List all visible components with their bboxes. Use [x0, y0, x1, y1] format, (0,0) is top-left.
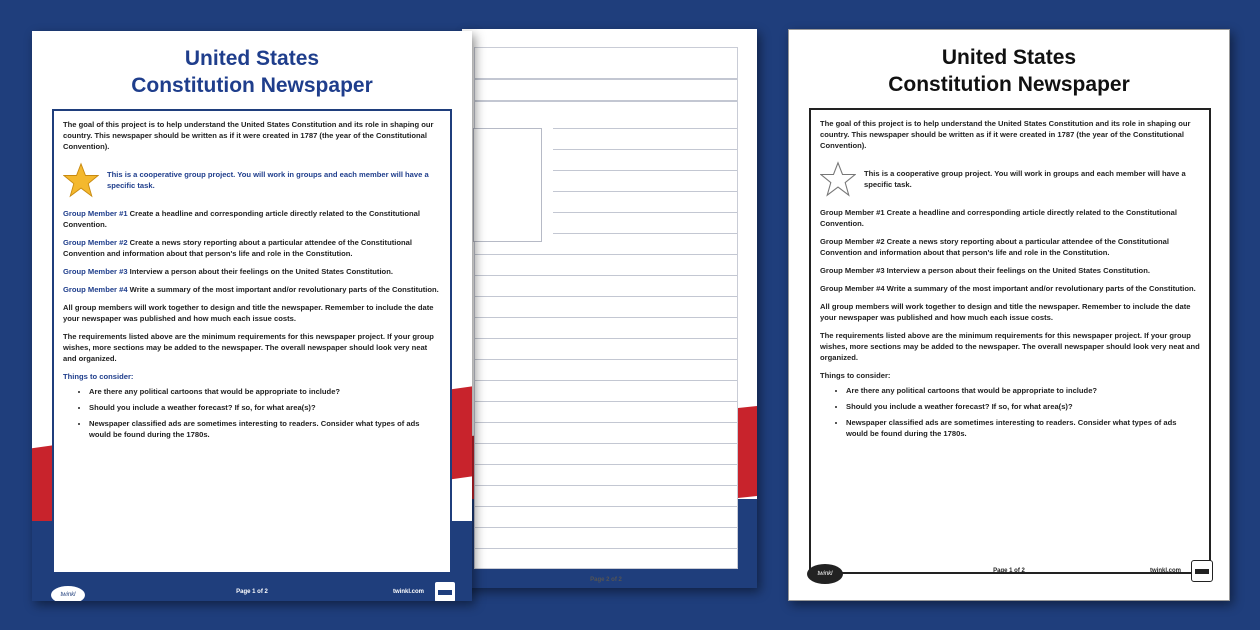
writing-line: [475, 338, 737, 339]
together-text: All group members will work together to design and title the newspaper. Remember to include the date your newspaper was published and how much each issue costs.: [820, 302, 1191, 322]
badge-icon: [434, 581, 456, 601]
coop-note: [820, 161, 1200, 197]
consider-heading: Things to consider:: [63, 372, 134, 381]
writing-line: [475, 296, 737, 297]
star-icon: [63, 162, 99, 198]
writing-line: [475, 548, 737, 549]
list-item: • Are there any political cartoons that would be appropriate to include?: [89, 386, 441, 397]
writing-line: [475, 380, 737, 381]
writing-line: [553, 191, 737, 192]
badge-icon: [1191, 560, 1213, 582]
consider-heading: Things to consider:: [820, 371, 891, 380]
requirements-text: The requirements listed above are the minimum requirements for this newspaper project. If your group wishes, more sections may be added to the newspaper. The overall newspaper should look very neat and organized.: [63, 332, 434, 363]
intro-text: The goal of this project is to help understand the United States Constitution and its role in shaping our country. This newspaper should be written as if it were created in 1787 (the year of the Constitutional Convention).: [63, 120, 434, 151]
star-outline-icon: [820, 161, 856, 197]
writing-line: [475, 506, 737, 507]
page-title: United States Constitution Newspaper: [131, 47, 373, 97]
consider-list: [63, 386, 441, 440]
bw-worksheet-page: [788, 29, 1230, 601]
page-footer: [32, 579, 472, 601]
requirements-text: The requirements listed above are the minimum requirements for this newspaper project. If your group wishes, more sections may be added to the newspaper. The overall newspaper should look very neat and organized.: [820, 331, 1200, 362]
header-rule: [475, 78, 737, 80]
writing-line: [553, 170, 737, 171]
member-3: Group Member #3 Interview a person about their feelings on the United States Constitution.: [820, 266, 1150, 275]
instructions-box: [809, 108, 1211, 574]
coop-text: This is a cooperative group project. You will work in groups and each member will have a specific task.: [864, 169, 1186, 189]
intro-text: The goal of this project is to help understand the United States Constitution and its role in shaping our country. This newspaper should be written as if it were created in 1787 (the year of the Constitutional Convention).: [820, 119, 1191, 150]
page-number: Page 1 of 2: [993, 568, 1025, 574]
writing-line: [475, 485, 737, 486]
list-item: • Should you include a weather forecast? If so, for what area(s)?: [89, 402, 441, 413]
list-item: • Newspaper classified ads are sometimes interesting to readers. Consider what types of ads would be found during the 1780s.: [846, 417, 1200, 439]
writing-line: [475, 401, 737, 402]
colored-worksheet-page: [32, 31, 472, 601]
site-url: twinkl.com: [392, 589, 424, 595]
writing-line: [475, 359, 737, 360]
writing-line: [553, 128, 737, 129]
writing-line: [475, 422, 737, 423]
writing-line: [475, 317, 737, 318]
lined-area: [474, 47, 738, 583]
member-4: Group Member #4 Write a summary of the most important and/or revolutionary parts of the Constitution.: [63, 285, 439, 294]
writing-line: [553, 149, 737, 150]
coop-note: [63, 162, 441, 198]
twinkl-logo: twinkl: [50, 585, 86, 601]
writing-line: [475, 275, 737, 276]
writing-line: [553, 212, 737, 213]
writing-line: [475, 464, 737, 465]
list-item: • Newspaper classified ads are sometimes interesting to readers. Consider what types of ads would be found during the 1780s.: [89, 418, 441, 440]
twinkl-logo: twinkl: [807, 564, 843, 584]
site-url: twinkl.com: [1149, 568, 1181, 574]
member-1: Group Member #1 Create a headline and corresponding article directly related to the Constitutional Convention.: [63, 209, 420, 229]
coop-text: This is a cooperative group project. You will work in groups and each member will have a specific task.: [107, 170, 429, 190]
writing-line: [553, 233, 737, 234]
together-text: All group members will work together to design and title the newspaper. Remember to include the date your newspaper was published and how much each issue costs.: [63, 303, 434, 323]
list-item: • Are there any political cartoons that would be appropriate to include?: [846, 385, 1200, 396]
member-4: Group Member #4 Write a summary of the most important and/or revolutionary parts of the Constitution.: [820, 284, 1196, 293]
header-rule: [475, 100, 737, 102]
page-number: Page 2 of 2: [590, 577, 622, 583]
instructions-box: [52, 109, 452, 574]
writing-line: [475, 527, 737, 528]
member-3: Group Member #3 Interview a person about their feelings on the United States Constitution.: [63, 267, 393, 276]
writing-line: [475, 254, 737, 255]
list-item: • Should you include a weather forecast? If so, for what area(s)?: [846, 401, 1200, 412]
picture-box: [473, 128, 542, 242]
page-title: United States Constitution Newspaper: [888, 46, 1130, 96]
page-number: Page 1 of 2: [236, 589, 268, 595]
member-2: Group Member #2 Create a news story reporting about a particular attendee of the Constitutional Convention and information about that person's life and role in the Constitution.: [63, 238, 412, 258]
newspaper-template-page: [462, 29, 757, 588]
member-1: Group Member #1 Create a headline and corresponding article directly related to the Constitutional Convention.: [820, 208, 1177, 228]
page-footer: [789, 558, 1229, 592]
consider-list: [820, 385, 1200, 439]
writing-line: [475, 443, 737, 444]
member-2: Group Member #2 Create a news story reporting about a particular attendee of the Constitutional Convention and information about that person's life and role in the Constitution.: [820, 237, 1169, 257]
